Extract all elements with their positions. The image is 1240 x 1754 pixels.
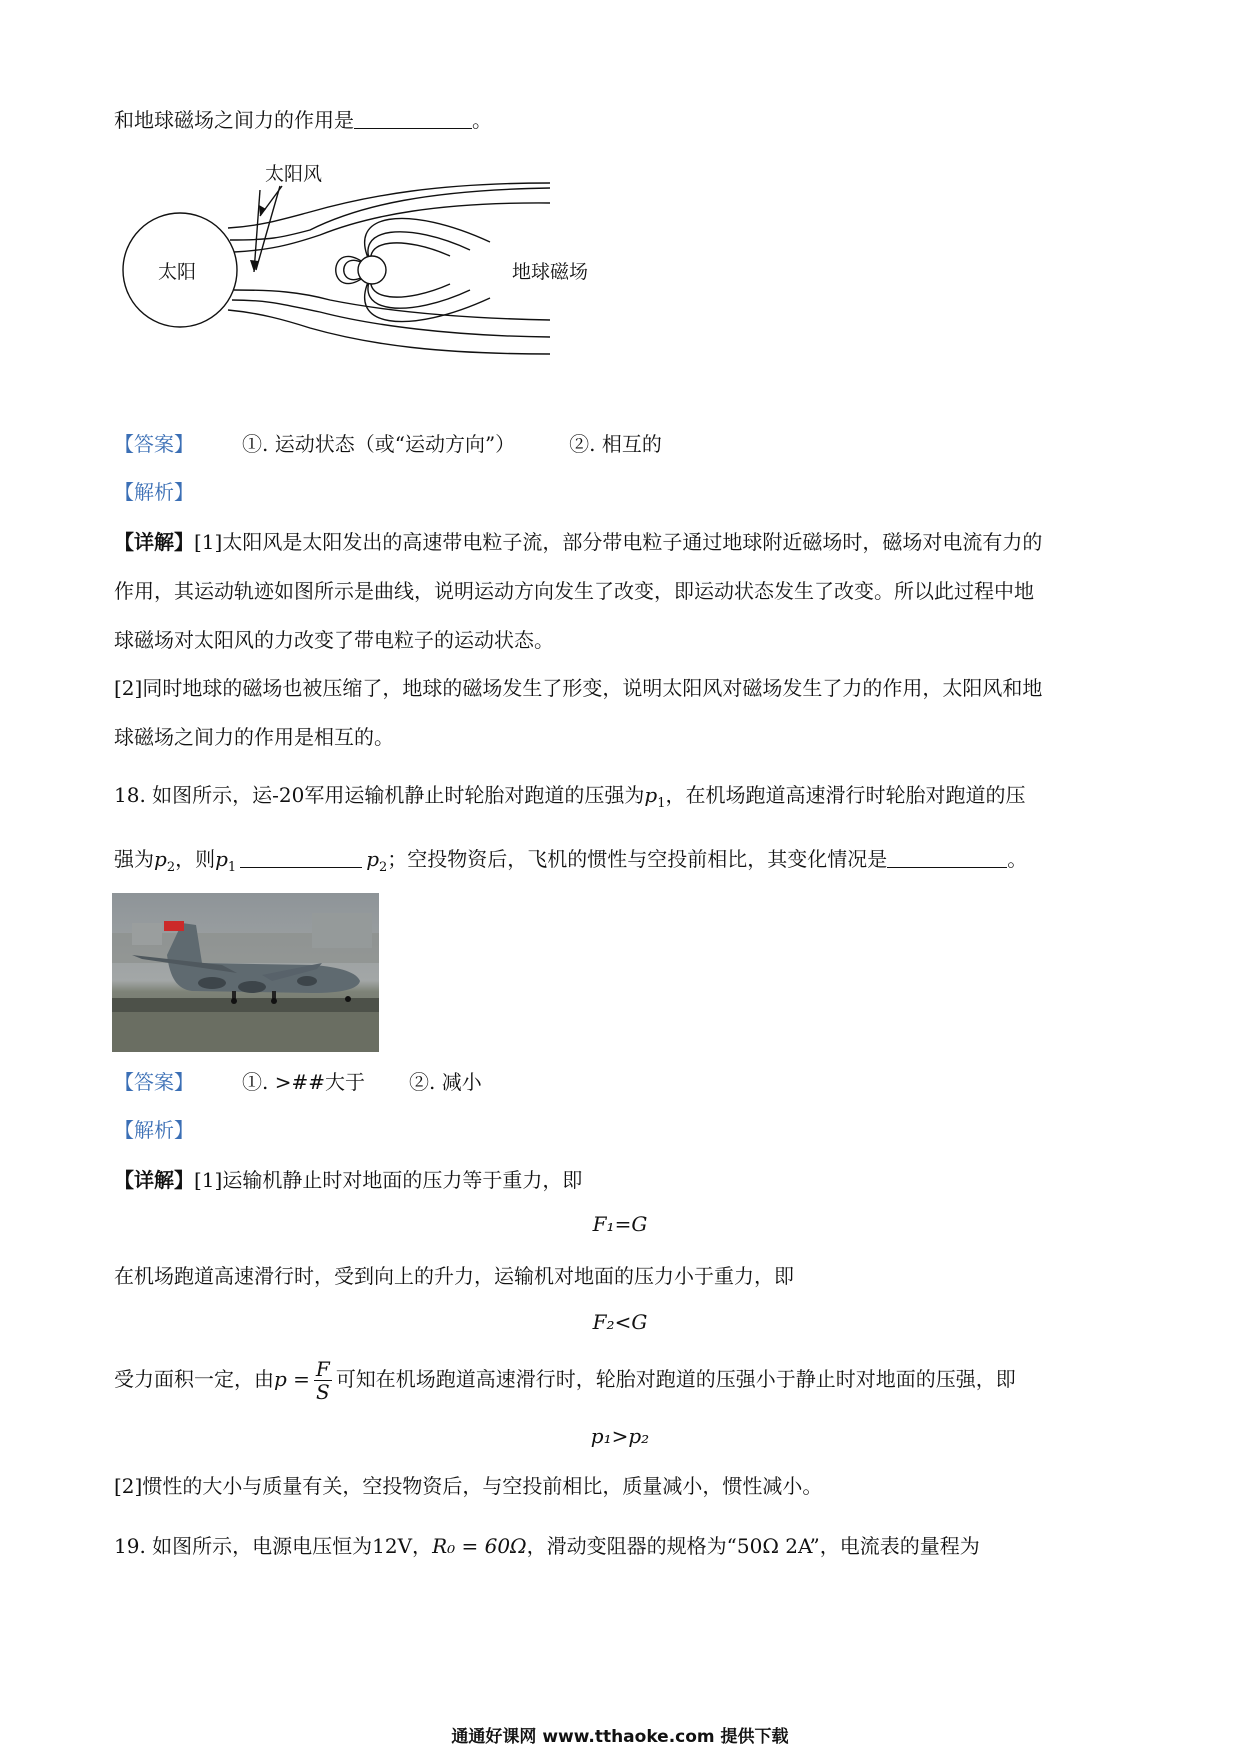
sun-label: 太阳: [158, 261, 197, 283]
q18-detail-line: [2]惯性的大小与质量有关，空投物资后，与空投前相比，质量减小，惯性减小。: [114, 1474, 823, 1498]
q17-detail-line: [2]同时地球的磁场也被压缩了，地球的磁场发生了形变，说明太阳风对磁场发生了力的作用，太阳风和地: [114, 676, 1043, 700]
q18-line-2: 强为$p_2$，则$p_1$ $p_2$；空投物资后，飞机的惯性与空投前相比，其变化情况是 。: [114, 847, 1028, 875]
page-footer: 通通好课网 www.tthaoke.com 提供下载: [451, 1727, 789, 1747]
q18-detail-line: 在机场跑道高速滑行时，受到向上的升力，运输机对地面的压力小于重力，即: [114, 1264, 794, 1288]
earth-field-label: 地球磁场: [512, 261, 589, 283]
q19-line-1: 19. 如图所示，电源电压恒为12V，R₀ = 60Ω，滑动变阻器的规格为“50Ω 2A”，电流表的量程为: [114, 1534, 980, 1558]
q17-analysis-tag: 【解析】: [114, 480, 194, 504]
answer-blank: [887, 847, 1007, 868]
q17-answer: 【答案】 ①. 运动状态（或“运动方向”） ②. 相互的: [114, 432, 662, 456]
q17-detail-line: 球磁场之间力的作用是相互的。: [114, 725, 394, 749]
answer-blank: [240, 847, 362, 868]
arrow-head-icon: [259, 205, 266, 216]
solar-wind-label: 太阳风: [265, 163, 323, 185]
equation: F₁=G: [592, 1212, 648, 1236]
q17-detail-line: 作用，其运动轨迹如图所示是曲线，说明运动方向发生了改变，即运动状态发生了改变。所以此过程中地: [114, 579, 1034, 603]
q17-detail-line: 球磁场对太阳风的力改变了带电粒子的运动状态。: [114, 628, 554, 652]
q18-detail-line: 【详解】[1]运输机静止时对地面的压力等于重力，即: [114, 1168, 583, 1192]
equation: p₁>p₂: [590, 1424, 650, 1448]
pressure-fraction: $\frac{F}{S}$: [315, 1357, 330, 1404]
q17-detail-line: 【详解】[1]太阳风是太阳发出的高速带电粒子流，部分带电粒子通过地球附近磁场时，磁场对电流有力的: [114, 530, 1043, 554]
q18-line-1: 18. 如图所示，运-20军用运输机静止时轮胎对跑道的压强为$p_1$，在机场跑道高速滑行时轮胎对跑道的压: [114, 783, 1026, 811]
q18-detail-line: 受力面积一定，由p = $\frac{F}{S}$ 可知在机场跑道高速滑行时，轮胎对跑道的压强小于静止时对地面的压强，即: [114, 1357, 1016, 1404]
q18-analysis-tag: 【解析】: [114, 1118, 194, 1142]
answer-blank: [354, 108, 472, 129]
earth-circle: [358, 256, 386, 284]
solar-wind-diagram: [110, 150, 610, 360]
equation: F₂<G: [592, 1310, 648, 1334]
tail-flag-icon: [164, 921, 184, 931]
q17-tail-line: 和地球磁场之间力的作用是 。: [114, 108, 492, 132]
q18-answer: 【答案】 ①. >##大于 ②. 减小: [114, 1070, 482, 1094]
transport-plane-photo: [112, 893, 379, 1052]
